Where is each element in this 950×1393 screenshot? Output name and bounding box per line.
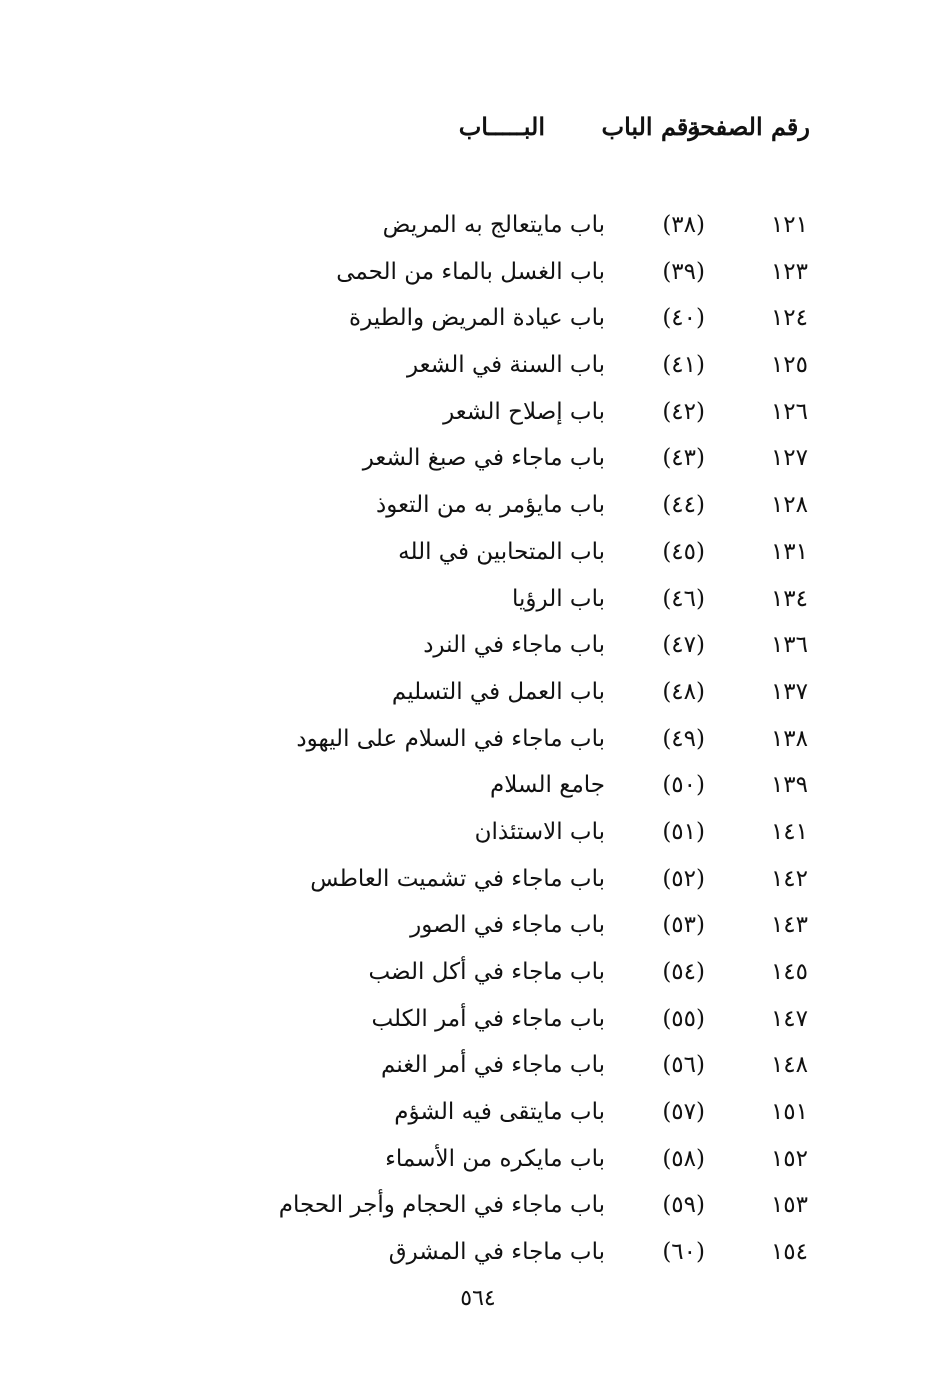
toc-page-number: ١٢٧ bbox=[770, 445, 808, 472]
toc-row bbox=[0, 669, 950, 716]
toc-row bbox=[0, 529, 950, 576]
toc-chapter-title: باب المتحابين في الله bbox=[398, 538, 605, 565]
toc-page-number: ١٣٤ bbox=[770, 585, 808, 612]
toc-chapter-title: باب ماجاء في المشرق bbox=[388, 1239, 605, 1266]
toc-chapter-number: (٤٨) bbox=[662, 678, 705, 705]
toc-chapter-number: (٣٩) bbox=[662, 258, 705, 285]
toc-row bbox=[0, 762, 950, 809]
toc-page-number: ١٤٧ bbox=[770, 1005, 808, 1032]
toc-page-number: ١٤١ bbox=[770, 818, 808, 845]
toc-chapter-title: باب عيادة المريض والطيرة bbox=[349, 305, 605, 332]
toc-page-number: ١٣٧ bbox=[770, 678, 808, 705]
toc-chapter-title: باب ماجاء في أمر الغنم bbox=[381, 1052, 605, 1079]
toc-chapter-number: (٦٠) bbox=[662, 1239, 705, 1266]
toc-row bbox=[0, 1089, 950, 1136]
toc-row bbox=[0, 249, 950, 296]
toc-row bbox=[0, 996, 950, 1043]
toc-chapter-title: باب ماجاء في أمر الكلب bbox=[371, 1005, 605, 1032]
toc-page-number: ١٤٢ bbox=[770, 865, 808, 892]
toc-row bbox=[0, 482, 950, 529]
toc-chapter-title: باب الاستئذان bbox=[474, 818, 605, 845]
toc-chapter-number: (٤٤) bbox=[662, 492, 705, 519]
page-number-column-header: رقم الصفحة bbox=[687, 112, 810, 141]
toc-row bbox=[0, 622, 950, 669]
toc-page-number: ١٤٣ bbox=[770, 912, 808, 939]
toc-page-number: ١٥٣ bbox=[770, 1192, 808, 1219]
toc-chapter-number: (٥٠) bbox=[662, 772, 705, 799]
toc-chapter-title: باب ماجاء في تشميت العاطس bbox=[310, 865, 605, 892]
toc-row bbox=[0, 949, 950, 996]
toc-row bbox=[0, 856, 950, 903]
toc-page-number: ١٣٩ bbox=[770, 772, 808, 799]
toc-chapter-number: (٤٠) bbox=[662, 305, 705, 332]
toc-row bbox=[0, 389, 950, 436]
toc-chapter-title: باب مايتقى فيه الشؤم bbox=[394, 1099, 605, 1126]
toc-row bbox=[0, 809, 950, 856]
toc-page-number: ١٢٦ bbox=[770, 398, 808, 425]
chapter-number-column-header: رقم الباب bbox=[601, 112, 700, 141]
toc-row bbox=[0, 342, 950, 389]
toc-row bbox=[0, 202, 950, 249]
toc-chapter-number: (٥٢) bbox=[662, 865, 705, 892]
toc-chapter-number: (٥٦) bbox=[662, 1052, 705, 1079]
toc-chapter-title: باب ماجاء في الحجام وأجر الحجام bbox=[278, 1192, 605, 1219]
toc-chapter-number: (٣٨) bbox=[662, 212, 705, 238]
toc-chapter-title: باب الرؤيا bbox=[512, 585, 605, 612]
toc-chapter-number: (٥٣) bbox=[662, 912, 705, 939]
toc-row bbox=[0, 1182, 950, 1229]
toc-chapter-title: باب مايؤمر به من التعوذ bbox=[375, 492, 605, 519]
toc-chapter-number: (٤٢) bbox=[662, 398, 705, 425]
toc-chapter-number: (٤٦) bbox=[662, 585, 705, 612]
toc-page-number: ١٤٥ bbox=[770, 959, 808, 985]
footer-page-number: ٥٦٤ bbox=[460, 1286, 496, 1311]
toc-chapter-title: باب ماجاء في أكل الضب bbox=[368, 959, 605, 985]
toc-chapter-title: جامع السلام bbox=[490, 772, 605, 799]
toc-chapter-title: باب ماجاء في السلام على اليهود bbox=[296, 725, 605, 752]
toc-chapter-number: (٤٧) bbox=[662, 632, 705, 659]
toc-page-number: ١٢٤ bbox=[770, 305, 808, 332]
toc-chapter-number: (٥٤) bbox=[662, 959, 705, 985]
toc-row bbox=[0, 435, 950, 482]
toc-page-number: ١٢١ bbox=[770, 212, 808, 238]
toc-chapter-number: (٥٨) bbox=[662, 1145, 705, 1172]
toc-chapter-title: باب ماجاء في النرد bbox=[423, 632, 605, 659]
table-of-contents bbox=[0, 202, 950, 1276]
toc-page-number: ١٢٨ bbox=[770, 492, 808, 519]
chapter-title-column-header: البـــــاب bbox=[458, 112, 545, 141]
toc-page-number: ١٤٨ bbox=[770, 1052, 808, 1079]
toc-page-number: ١٥٤ bbox=[770, 1239, 808, 1266]
toc-chapter-number: (٤٩) bbox=[662, 725, 705, 752]
toc-page-number: ١٣١ bbox=[770, 538, 808, 565]
toc-chapter-number: (٥٧) bbox=[662, 1099, 705, 1126]
toc-page-number: ١٣٦ bbox=[770, 632, 808, 659]
toc-chapter-number: (٥١) bbox=[662, 818, 705, 845]
toc-chapter-title: باب العمل في التسليم bbox=[391, 678, 605, 705]
toc-row bbox=[0, 716, 950, 763]
toc-row bbox=[0, 576, 950, 623]
toc-chapter-number: (٤٣) bbox=[662, 445, 705, 472]
toc-page-number: ١٥١ bbox=[770, 1099, 808, 1126]
toc-chapter-title: باب ماجاء في صبغ الشعر bbox=[362, 445, 605, 472]
toc-chapter-number: (٤١) bbox=[662, 352, 705, 379]
toc-chapter-number: (٥٥) bbox=[662, 1005, 705, 1032]
toc-page-number: ١٢٣ bbox=[770, 258, 808, 285]
toc-chapter-number: (٤٥) bbox=[662, 538, 705, 565]
toc-row bbox=[0, 1136, 950, 1183]
toc-row bbox=[0, 1229, 950, 1276]
toc-chapter-title: باب مايتعالج به المريض bbox=[382, 212, 605, 238]
toc-chapter-title: باب السنة في الشعر bbox=[406, 352, 605, 379]
toc-row bbox=[0, 1042, 950, 1089]
page-footer bbox=[0, 1286, 950, 1311]
toc-chapter-title: باب إصلاح الشعر bbox=[443, 398, 605, 425]
toc-page-number: ١٥٢ bbox=[770, 1145, 808, 1172]
toc-chapter-title: باب مايكره من الأسماء bbox=[385, 1145, 605, 1172]
toc-row bbox=[0, 902, 950, 949]
toc-chapter-title: باب ماجاء في الصور bbox=[410, 912, 605, 939]
toc-chapter-title: باب الغسل بالماء من الحمى bbox=[336, 258, 605, 285]
toc-chapter-number: (٥٩) bbox=[662, 1192, 705, 1219]
toc-page-number: ١٣٨ bbox=[770, 725, 808, 752]
toc-page-number: ١٢٥ bbox=[770, 352, 808, 379]
toc-row bbox=[0, 295, 950, 342]
